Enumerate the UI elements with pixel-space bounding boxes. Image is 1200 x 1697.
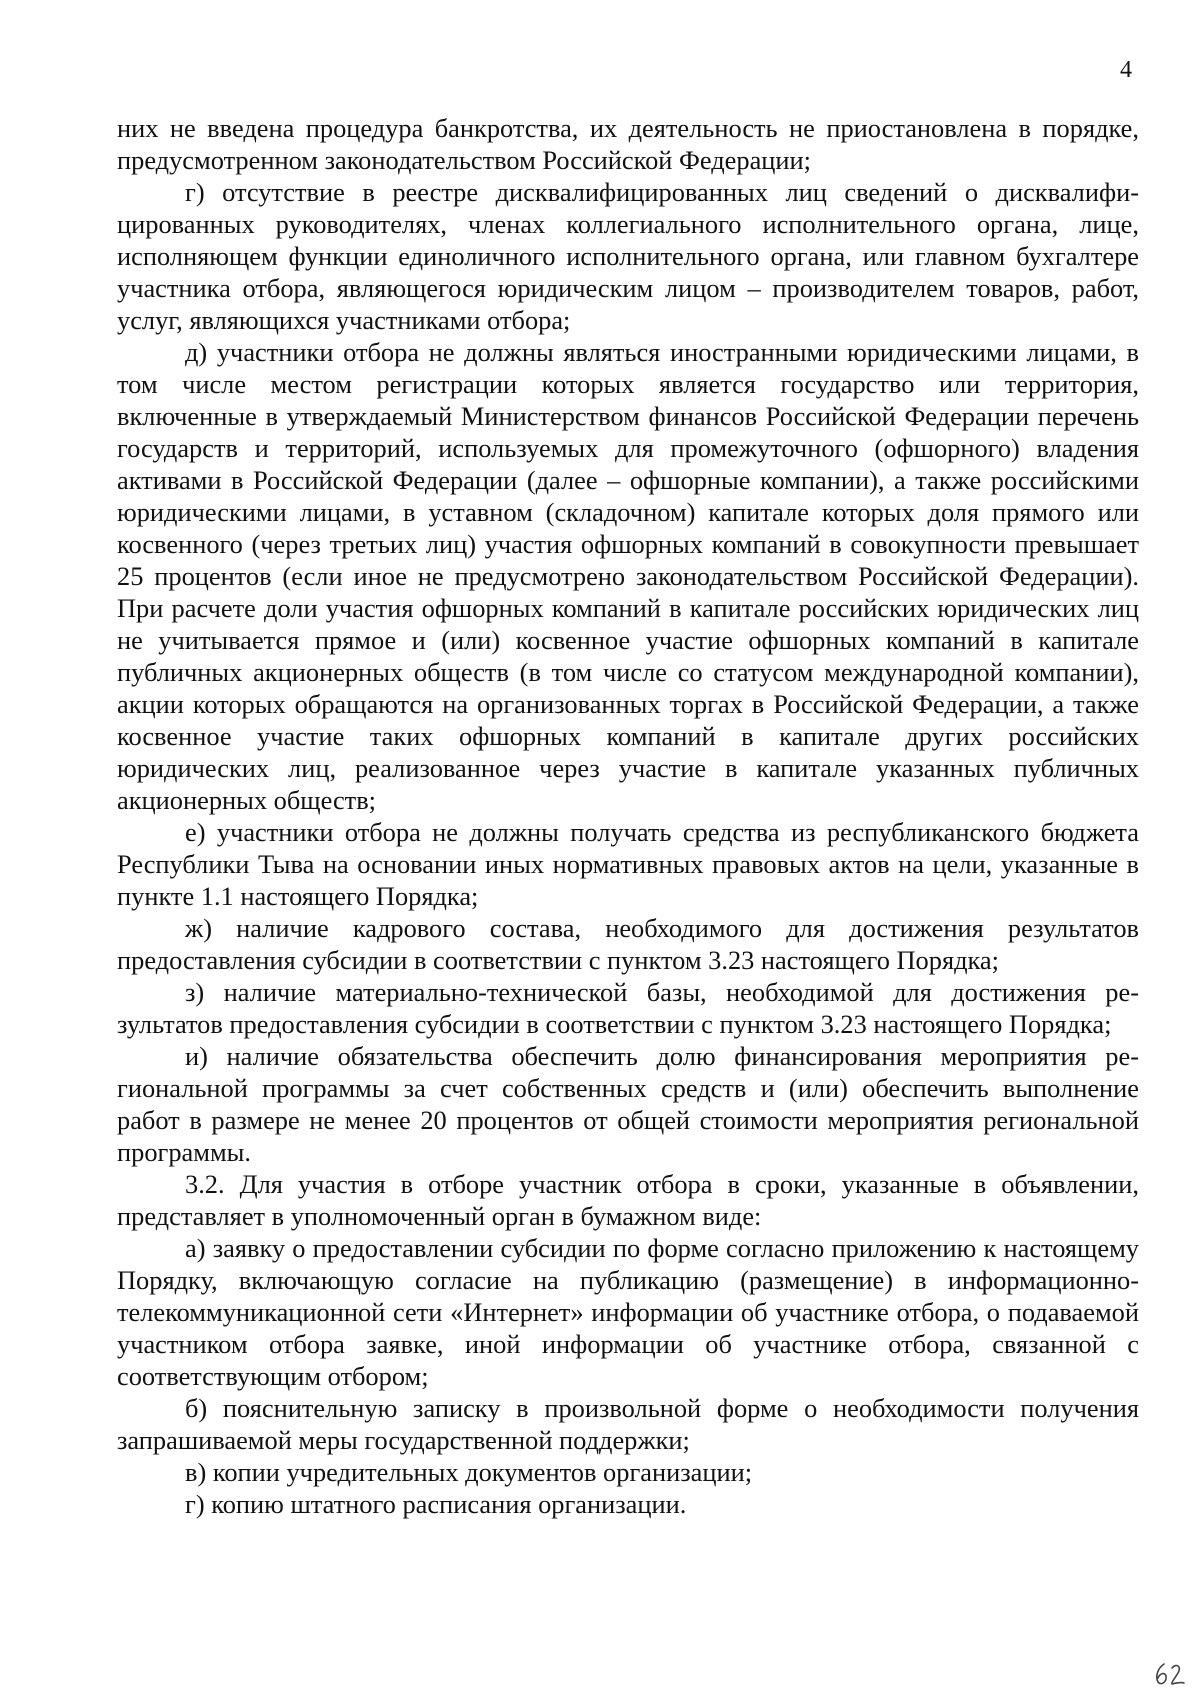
paragraph-item-zh: ж) наличие кадрового состава, необходимого для достижения результатов предоставления субсидии в соответствии с пунктом 3.23 настоящего Порядка;: [117, 913, 1139, 975]
paragraph-item-i: и) наличие обязательства обеспечить долю финансирования мероприятия региональной программы за счет собственных средств и (или) обеспечить выполнение работ в размере не менее 20 процентов от общей стоимости мероприятия региональной программы.: [117, 1041, 1139, 1167]
document-body: [117, 112, 1139, 1520]
paragraph-item-g2: г) копию штатного расписания организации.: [185, 1489, 687, 1519]
paragraph-item-a: а) заявку о предоставлении субсидии по форме согласно приложению к настоящему Порядку, включающую согласие на публикацию (размещение) в информационно-телекоммуникационной сети «Интернет» информации об участнике отбора, о подаваемой участником отбора заявке, иной информации об участнике отбора, связанной с соответствующим отбором;: [117, 1233, 1139, 1391]
handwritten-mark: [1150, 1658, 1194, 1688]
paragraph-continuation: них не введена процедура банкротства, их деятельность не приостановлена в порядке, предусмотренном законодательством Российской Федерации;: [117, 113, 1139, 175]
paragraph-item-d: д) участники отбора не должны являться иностранными юридическими лицами, в том числе местом регистрации которых является государство или территория, включенные в утверждаемый Министерством финансов Российской Федерации перечень государств и территорий, используемых для промежуточного (офшорного) владения активами в Российской Федерации (далее – офшорные компании), а также российскими юридическими лицами, в уставном (складочном) капитале которых доля прямого или косвенного (через третьих лиц) участия офшорных компаний в совокупности превышает 25 процентов (если иное не предусмотрено законодательством Российской Федерации). При расчете доли участия офшорных компаний в капитале российских юридических лиц не учитывается прямое и (или) косвенное участие офшорных компаний в капитале публичных акционерных обществ (в том числе со статусом международной компании), акции которых обращаются на организованных торгах в Российской Федерации, а также косвенное участие таких офшорных компаний в капитале других российских юридических лиц, реализованное через участие в капитале указанных публичных акционерных обществ;: [117, 337, 1139, 815]
paragraph-item-v: в) копии учредительных документов организации;: [185, 1457, 753, 1487]
paragraph-item-g: г) отсутствие в реестре дисквалифицированных лиц сведений о дисквалифицированных руководителях, членах коллегиального исполнительного органа, лице, исполняющем функции единоличного исполнительного органа, или главном бухгалтере участника отбора, являющегося юридическим лицом – производителем товаров, работ, услуг, являющихся участниками отбора;: [117, 177, 1139, 335]
page-number: 4: [1120, 57, 1132, 83]
paragraph-item-z: з) наличие материально-технической базы, необходимой для достижения результатов предоставления субсидии в соответствии с пунктом 3.23 настоящего Порядка;: [117, 977, 1139, 1039]
paragraph-item-b: б) пояснительную записку в произвольной форме о необходимости получения запрашиваемой меры государственной поддержки;: [117, 1393, 1139, 1455]
paragraph-item-e: е) участники отбора не должны получать средства из республиканского бюджета Республики Тыва на основании иных нормативных правовых актов на цели, указанные в пункте 1.1 настоящего Порядка;: [117, 817, 1139, 911]
paragraph-section-3-2: 3.2. Для участия в отборе участник отбора в сроки, указанные в объявлении, представляет в уполномоченный орган в бумажном виде:: [117, 1169, 1139, 1231]
